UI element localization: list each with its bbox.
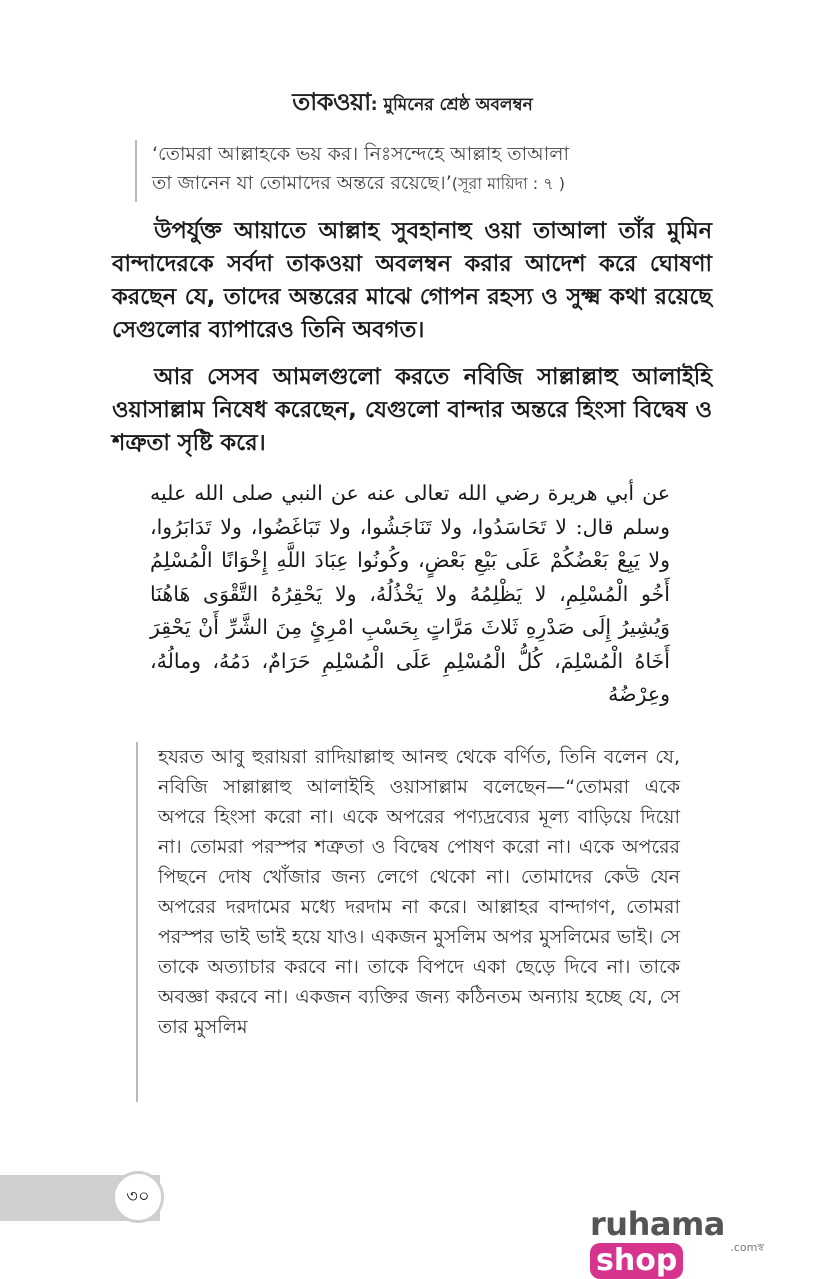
book-title-brand: তাকওয়া xyxy=(292,88,371,116)
logo-suffix: .comস্ব xyxy=(730,1241,764,1254)
logo-text-ruhama: ruhama xyxy=(590,1205,725,1243)
publisher-logo xyxy=(590,1205,780,1278)
book-subtitle: : মুমিনের শ্রেষ্ঠ অবলম্বন xyxy=(370,95,533,115)
running-header xyxy=(0,84,825,124)
body-paragraph-2: আর সেসব আমলগুলো করতে নবিজি সাল্লাল্লাহু আলাইহি ওয়াসাল্লাম নিষেধ করেছেন, যেগুলো বান্দার অন্তরে হিংসা বিদ্বেষ ও শত্রুতা সৃষ্টি করে। xyxy=(112,364,712,456)
logo-text-shop: shop xyxy=(590,1243,683,1279)
quote-line-2-text: তা জানেন যা তোমাদের অন্তরে রয়েছে।’ xyxy=(152,172,452,194)
arabic-hadith-text: عن أبي هريرة رضي الله تعالى عنه عن النبي صلى الله عليه وسلم قال: لا تَحَاسَدُوا، ولا تَنَاجَشُوا، ولا تَبَاغَضُوا، ولا تَدَابَرُوا، ولا يَبِعْ بَعْضُكُمْ عَلَى بَيْعِ بَعْضٍ، وكُونُوا عِبَادَ اللَّهِ إِخْوَانًا الْمُسْلِمُ أَخُو الْمُسْلِمِ، لا يَظْلِمُهُ ولا يَخْذُلُهُ، ولا يَحْقِرُهُ التَّقْوَى هَاهُنَا وَيُشِيرُ إِلَى صَدْرِهِ ثَلاثَ مَرَّاتٍ بِحَسْبِ امْرِئٍ مِنَ الشَّرِّ أَنْ يَحْقِرَ أَخَاهُ الْمُسْلِمَ، كُلُّ الْمُسْلِمِ عَلَى الْمُسْلِمِ حَرَامٌ، دَمُهُ، ومالُهُ، وعِرْضُهُ xyxy=(150,481,670,706)
hadith-translation-block: হযরত আবু হুরায়রা রাদিয়াল্লাহু আনহু থেকে বর্ণিত, তিনি বলেন যে, নবিজি সাল্লাল্লাহু আলাইহি ওয়াসাল্লাম বলেছেন—“তোমরা একে অপরে হিংসা করো না। একে অপরের পণ্যদ্রব্যের মূল্য বাড়িয়ে দিয়ো না। তোমরা পরস্পর শত্রুতা ও বিদ্বেষ পোষণ করো না। একে অপরের পিছনে দোষ খোঁজার জন্য লেগে থেকো না। তোমাদের কেউ যেন অপরের দরদামের মধ্যে দরদাম না করে। আল্লাহর বান্দাগণ, তোমরা পরস্পর ভাই ভাই হয়ে যাও। একজন মুসলিম অপর মুসলিমের ভাই। সে তাকে অত্যাচার করবে না। তাকে বিপদে একা ছেড়ে দিবে না। তাকে অবজ্ঞা করবে না। একজন ব্যক্তির জন্য কঠিনতম অন্যায় হচ্ছে যে, সে তার মুসলিম xyxy=(136,742,680,1102)
quote-line-2 xyxy=(152,169,697,198)
quote-reference: (সূরা মায়িদা : ৭ ) xyxy=(451,174,565,193)
page-number: ৩০ xyxy=(112,1171,164,1223)
body-paragraph-1: উপর্যুক্ত আয়াতে আল্লাহ সুবহানাহু ওয়া তাআলা তাঁর মুমিন বান্দাদেরকে সর্বদা তাকওয়া অবলম্বন করার আদেশ করে ঘোষণা করছেন যে, তাদের অন্তরের মাঝে গোপন রহস্য ও সুক্ষ্ম কথা রয়েছে সেগুলোর ব্যাপারেও তিনি অবগত। xyxy=(112,218,712,343)
quran-quote-block xyxy=(135,140,697,202)
quote-line-1: ‘তোমরা আল্লাহকে ভয় কর। নিঃসন্দেহে আল্লাহ তাআলা xyxy=(152,143,569,165)
